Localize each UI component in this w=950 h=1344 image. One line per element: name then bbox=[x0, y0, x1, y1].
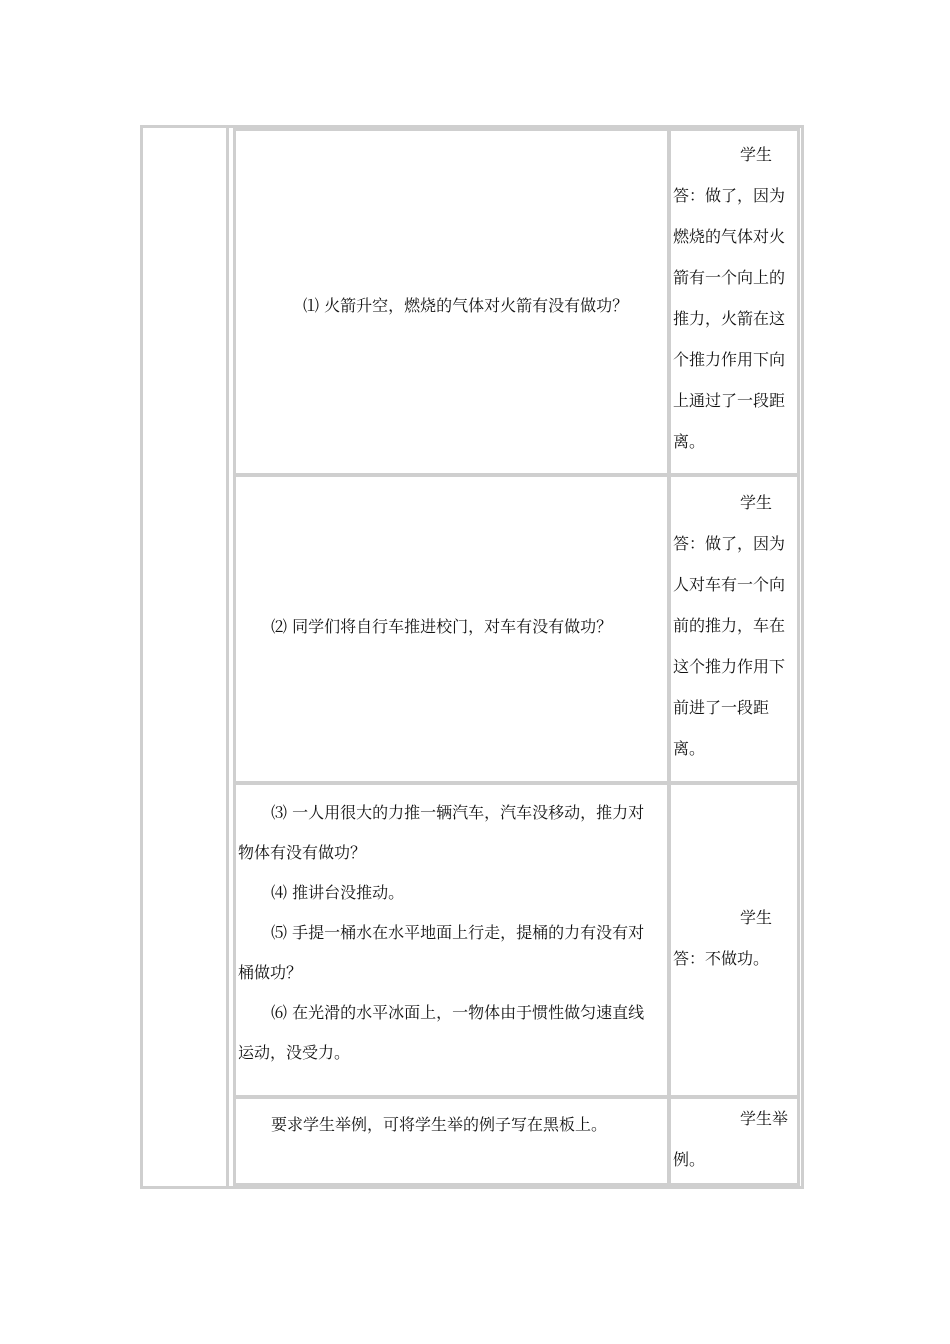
answer-line: 离。 bbox=[673, 739, 706, 758]
question-line: ⑶ 一人用很大的力推一辆汽车，汽车没移动，推力对 bbox=[271, 803, 645, 822]
answer-line: 学生 bbox=[740, 145, 773, 164]
answer-cell-3 bbox=[668, 782, 800, 1098]
question-cell-2 bbox=[233, 474, 670, 784]
answer-line: 例。 bbox=[673, 1150, 706, 1169]
answer-line: 学生举 bbox=[740, 1109, 789, 1128]
answer-line: 答：不做功。 bbox=[673, 949, 770, 968]
blank-stage-column bbox=[143, 128, 229, 1186]
question-line: 要求学生举例，可将学生举的例子写在黑板上。 bbox=[271, 1115, 608, 1134]
answer-line: 人对车有一个向 bbox=[673, 575, 786, 594]
answer-cell-2 bbox=[668, 474, 800, 784]
question-line: ⑴ 火箭升空，燃烧的气体对火箭有没有做功？ bbox=[303, 296, 629, 315]
answer-cell-4 bbox=[668, 1096, 800, 1186]
question-line: ⑷ 推讲台没推动。 bbox=[271, 883, 405, 902]
question-line: ⑵ 同学们将自行车推进校门，对车有没有做功？ bbox=[271, 617, 613, 636]
answer-line: 学生 bbox=[740, 908, 773, 927]
answer-line: 箭有一个向上的 bbox=[673, 268, 786, 287]
question-line: ⑸ 手提一桶水在水平地面上行走，提桶的力有没有对 bbox=[271, 923, 645, 942]
question-cell-1 bbox=[233, 128, 670, 476]
question-line: 物体有没有做功？ bbox=[238, 843, 367, 862]
answer-line: 前进了一段距 bbox=[673, 698, 770, 717]
answer-line: 个推力作用下向 bbox=[673, 350, 786, 369]
answer-line: 学生 bbox=[740, 493, 773, 512]
answer-line: 推力，火箭在这 bbox=[673, 309, 786, 328]
question-cell-3 bbox=[233, 782, 670, 1098]
question-cell-4 bbox=[233, 1096, 670, 1186]
answer-cell-1 bbox=[668, 128, 800, 476]
question-line: ⑹ 在光滑的水平冰面上，一物体由于惯性做匀速直线 bbox=[271, 1003, 645, 1022]
answer-line: 离。 bbox=[673, 432, 706, 451]
answer-line: 这个推力作用下 bbox=[673, 657, 786, 676]
question-line: 桶做功？ bbox=[238, 963, 303, 982]
answer-line: 答：做了，因为 bbox=[673, 534, 786, 553]
answer-line: 答：做了，因为 bbox=[673, 186, 786, 205]
answer-line: 前的推力，车在 bbox=[673, 616, 786, 635]
answer-line: 上通过了一段距 bbox=[673, 391, 786, 410]
answer-line: 燃烧的气体对火 bbox=[673, 227, 786, 246]
question-line: 运动，没受力。 bbox=[238, 1043, 351, 1062]
